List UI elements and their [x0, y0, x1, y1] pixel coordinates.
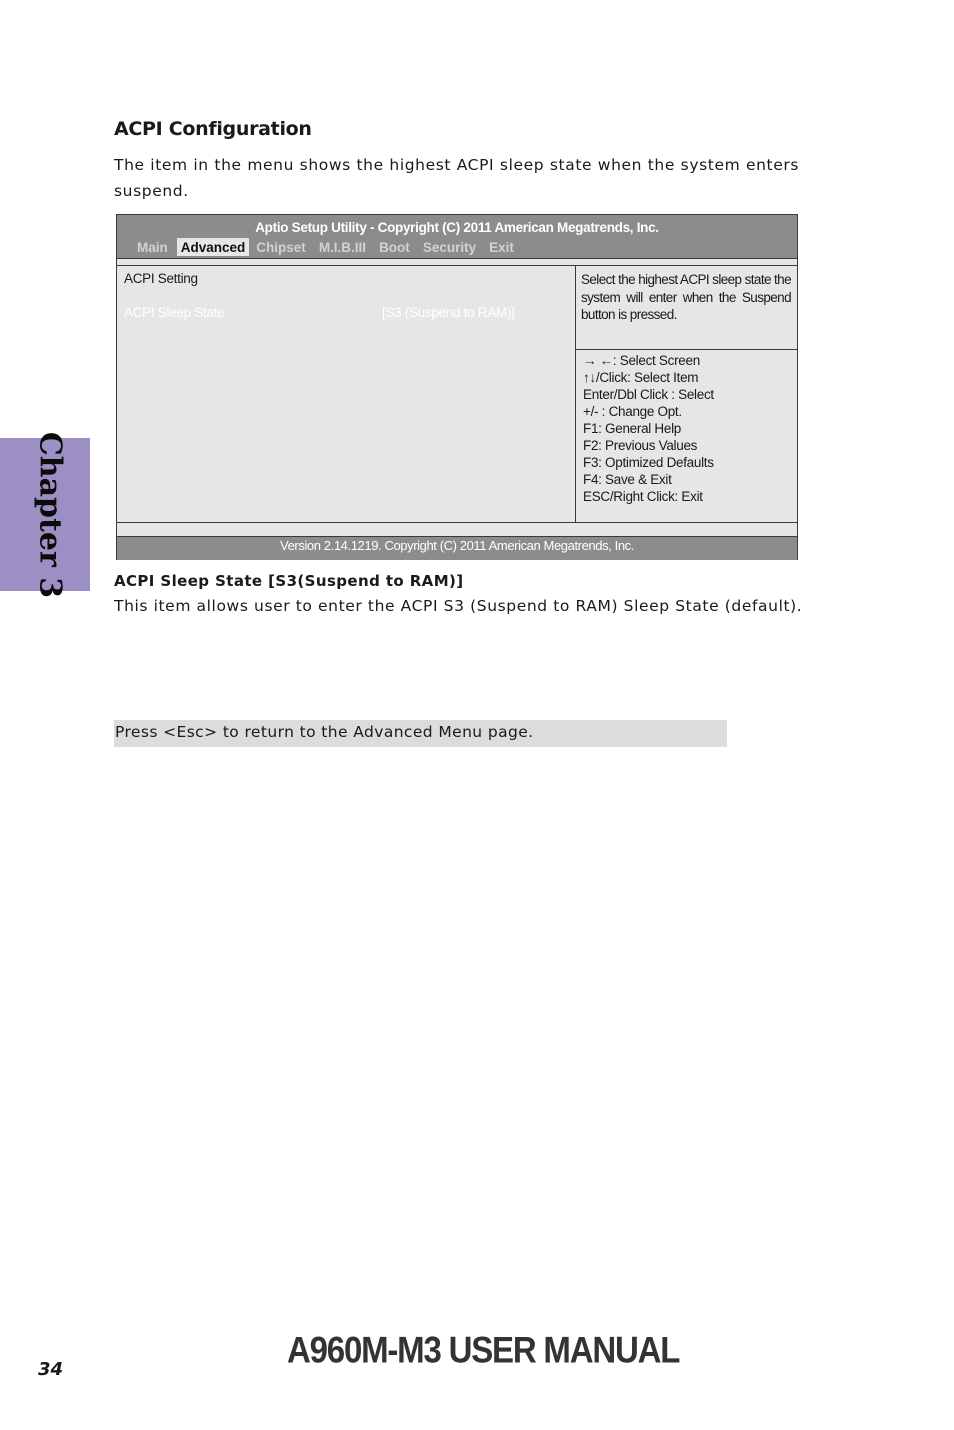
key-legend-item: F4: Save & Exit [583, 472, 672, 487]
acpi-setting-heading: ACPI Setting [124, 271, 198, 286]
key-legend-item: F1: General Help [583, 421, 681, 436]
bios-tab-exit[interactable]: Exit [489, 240, 514, 255]
help-text: Select the highest ACPI sleep state the system will enter when the Suspend button is pressed. [581, 272, 791, 322]
section-title: ACPI Configuration [114, 118, 312, 140]
key-legend [583, 352, 714, 505]
bios-screen [116, 214, 798, 560]
item-heading: ACPI Sleep State [S3(Suspend to RAM)] [114, 572, 464, 590]
chapter-tab [0, 431, 90, 598]
manual-title: A960M-M3 USER MANUAL [287, 1329, 680, 1371]
bios-keys-panel [576, 350, 797, 522]
bios-tab-chipset[interactable]: Chipset [256, 240, 306, 255]
acpi-sleep-state-label[interactable]: ACPI Sleep State [124, 305, 225, 320]
acpi-sleep-state-value[interactable]: [S3 (Suspend to RAM)] [382, 305, 515, 320]
bios-header [117, 215, 797, 259]
bios-help-panel [576, 265, 797, 350]
bios-tab-advanced[interactable]: Advanced [177, 238, 250, 256]
key-legend-item: ESC/Right Click: Exit [583, 489, 703, 504]
bios-footer: Version 2.14.1219. Copyright (C) 2011 American Megatrends, Inc. [117, 536, 797, 560]
key-legend-item: → ←: Select Screen [583, 353, 700, 368]
bios-footer-divider [117, 522, 797, 536]
bios-title: Aptio Setup Utility - Copyright (C) 2011 American Megatrends, Inc. [255, 220, 659, 235]
bios-tab-main[interactable]: Main [137, 240, 168, 255]
bios-tab-m-i-b-iii[interactable]: M.I.B.III [318, 240, 367, 255]
bios-settings-panel [117, 265, 576, 522]
esc-note: Press <Esc> to return to the Advanced Menu page. [114, 720, 727, 747]
key-legend-item: F3: Optimized Defaults [583, 455, 714, 470]
key-legend-item: ↑↓/Click: Select Item [583, 370, 699, 385]
bios-tab-security[interactable]: Security [422, 240, 477, 255]
page-number: 34 [38, 1359, 64, 1380]
chapter-label: Chapter 3 [32, 431, 68, 598]
item-description: This item allows user to enter the ACPI S3 (Suspend to RAM) Sleep State (default). [114, 597, 803, 615]
intro-paragraph: The item in the menu shows the highest ACPI sleep state when the system enters suspend. [114, 156, 799, 200]
key-legend-item: Enter/Dbl Click : Select [583, 387, 714, 402]
key-legend-item: +/- : Change Opt. [583, 404, 682, 419]
bios-tab-bar [133, 238, 523, 257]
bios-tab-boot[interactable]: Boot [379, 240, 410, 255]
key-legend-item: F2: Previous Values [583, 438, 698, 453]
